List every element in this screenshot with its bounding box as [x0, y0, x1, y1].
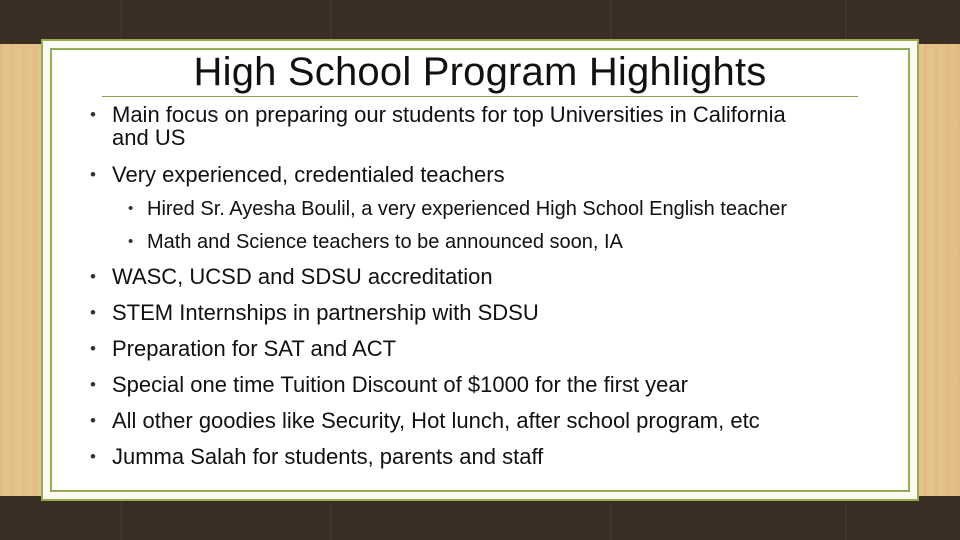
bullet-item: [90, 408, 760, 433]
title-underline: [102, 96, 858, 97]
top-dark-band: [0, 0, 960, 44]
bullet-icon: •: [90, 447, 96, 466]
bullet-text: Jumma Salah for students, parents and staff: [112, 444, 544, 469]
bullet-item: [90, 300, 539, 325]
bullet-icon: •: [90, 339, 96, 358]
bullet-icon: •: [128, 200, 134, 217]
bullet-text: Very experienced, credentialed teachers: [112, 162, 505, 187]
bullet-icon: •: [90, 411, 96, 430]
bullet-item: [90, 372, 688, 397]
bullet-icon: •: [90, 303, 96, 322]
bullet-item: [90, 162, 505, 187]
bullet-text: WASC, UCSD and SDSU accreditation: [112, 264, 493, 289]
bullet-icon: •: [90, 267, 96, 286]
bullet-text: All other goodies like Security, Hot lunch, after school program, etc: [112, 408, 760, 433]
slide-title: High School Program Highlights: [193, 50, 767, 94]
bullet-text: and US: [112, 125, 186, 150]
bullet-icon: •: [90, 375, 96, 394]
bullet-item: [90, 444, 544, 469]
bullet-item: [90, 102, 786, 127]
bottom-dark-band: [0, 496, 960, 540]
bullet-text: Hired Sr. Ayesha Boulil, a very experienced High School English teacher: [147, 198, 787, 220]
bullet-continuation: [112, 127, 185, 149]
bullet-item: [90, 264, 493, 289]
sub-bullet-item: [128, 198, 787, 220]
bullet-icon: •: [90, 165, 96, 184]
bullet-icon: •: [128, 233, 134, 250]
bullet-text: Math and Science teachers to be announced soon, IA: [147, 231, 623, 253]
bullet-text: Preparation for SAT and ACT: [112, 336, 397, 361]
bullet-icon: •: [90, 105, 96, 124]
bullet-item: [90, 336, 397, 361]
bullet-text: Main focus on preparing our students for top Universities in California: [112, 102, 786, 127]
bullet-text: STEM Internships in partnership with SDSU: [112, 300, 539, 325]
bullet-text: Special one time Tuition Discount of $1000 for the first year: [112, 372, 688, 397]
sub-bullet-item: [128, 231, 623, 253]
